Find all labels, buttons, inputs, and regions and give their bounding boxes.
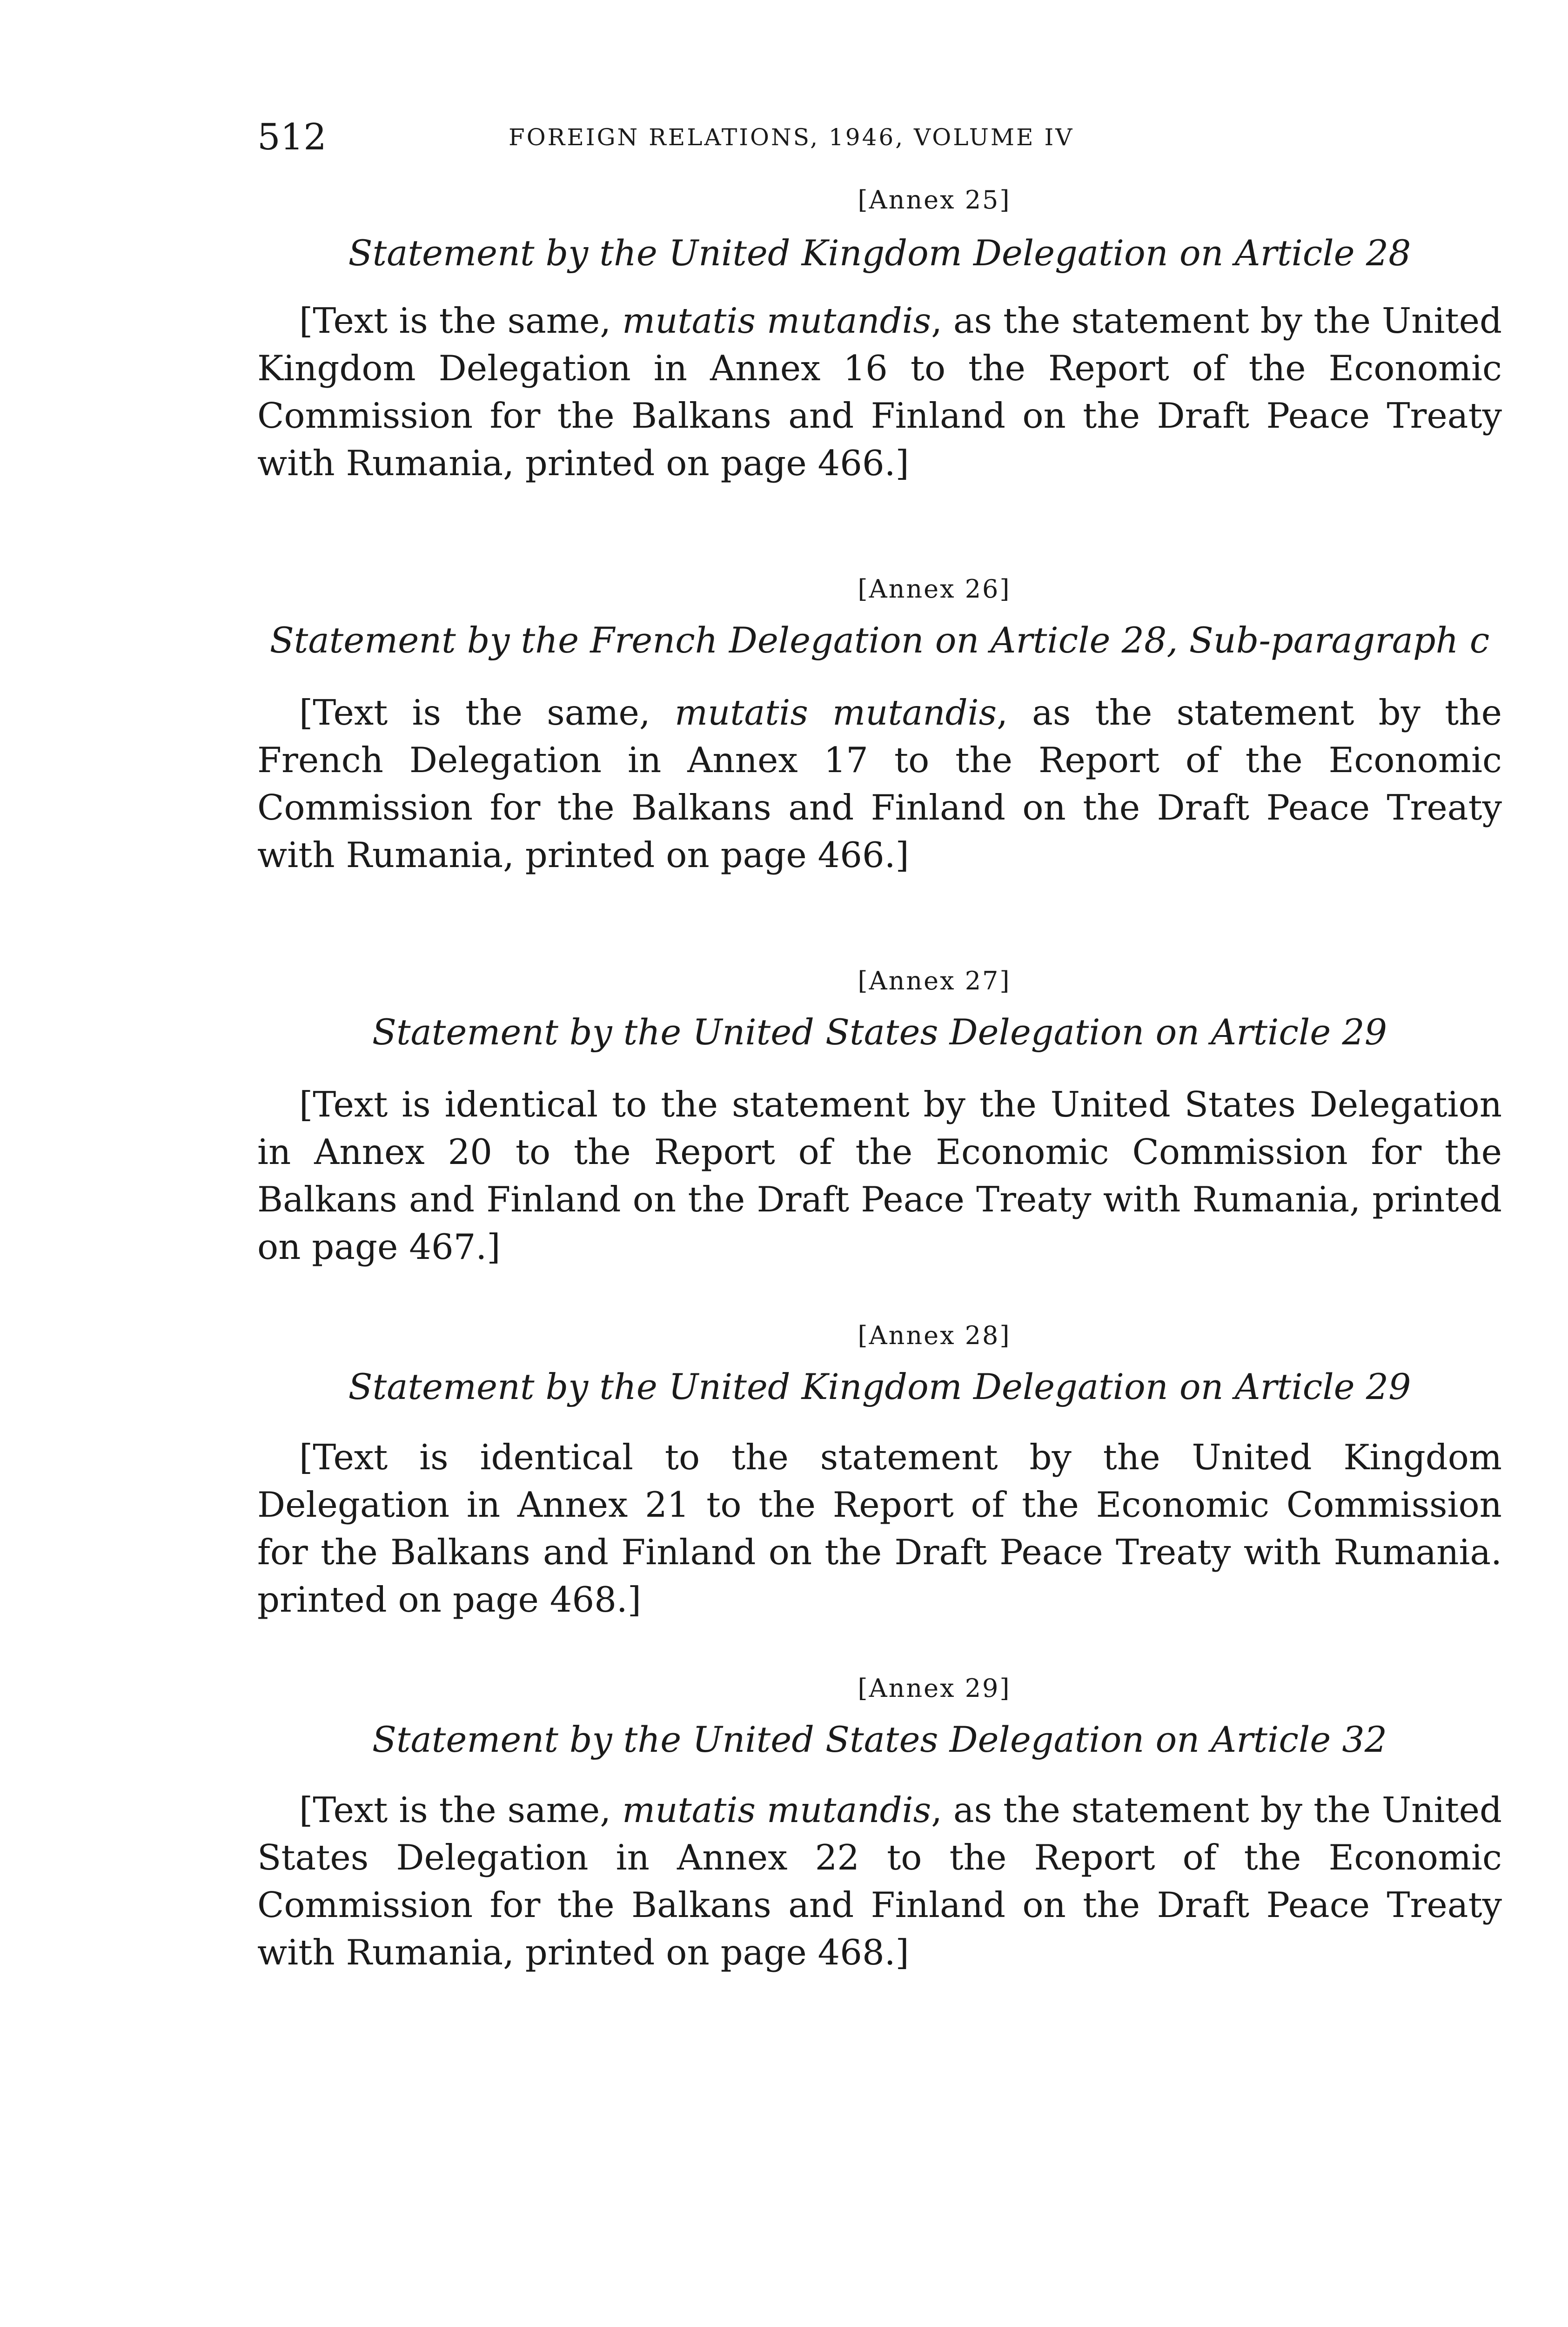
annex-25-body-lead: [Text is the same, bbox=[299, 300, 623, 341]
annex-29-body-rest: , as the statement by the United States Delegation in Annex 22 to the Report of the Economic Commission for the Balkans and Finland on the Draft Peace Treaty with Rumania, printed on page 468.] bbox=[257, 1789, 1502, 1973]
annex-28-label: [Annex 28] bbox=[858, 1321, 1011, 1350]
annex-29-body-lead: [Text is the same, bbox=[299, 1789, 623, 1830]
document-page bbox=[257, 112, 1502, 1976]
annex-28-section bbox=[257, 1317, 1502, 1623]
annex-25-label: [Annex 25] bbox=[858, 185, 1011, 215]
annex-27-section bbox=[257, 962, 1502, 1271]
annex-29-section bbox=[257, 1670, 1502, 1976]
annex-25-body bbox=[257, 297, 1502, 487]
annex-26-body-italic: mutatis mutandis bbox=[674, 692, 997, 733]
annex-29-body bbox=[257, 1786, 1502, 1976]
annex-29-title: Statement by the United States Delegation on Article 32 bbox=[372, 1719, 1387, 1760]
annex-25-title: Statement by the United Kingdom Delegation on Article 28 bbox=[348, 232, 1411, 274]
page-number: 512 bbox=[257, 116, 327, 158]
annex-27-title: Statement by the United States Delegation on Article 29 bbox=[372, 1011, 1387, 1053]
annex-25-body-rest: , as the statement by the United Kingdom Delegation in Annex 16 to the Report of the Economic Commission for the Balkans and Finland on the Draft Peace Treaty with Rumania, printed on page 466.] bbox=[257, 300, 1502, 484]
annex-25-body-italic: mutatis mutandis bbox=[622, 300, 931, 341]
annex-27-label: [Annex 27] bbox=[858, 966, 1011, 995]
annex-27-body: [Text is identical to the statement by the United States Delegation in Annex 20 to the Report of the Economic Commission for the Balkans and Finland on the Draft Peace Treaty with Rumania, printed on page 467.] bbox=[257, 1084, 1502, 1267]
annex-29-body-italic: mutatis mutandis bbox=[622, 1789, 931, 1830]
annex-28-title: Statement by the United Kingdom Delegation on Article 29 bbox=[348, 1366, 1411, 1407]
annex-26-body-rest: , as the statement by the French Delegation in Annex 17 to the Report of the Economic Commission for the Balkans and Finland on the Draft Peace Treaty with Rumania, printed on page 466.] bbox=[257, 692, 1502, 875]
running-head bbox=[257, 112, 1502, 163]
annex-29-label: [Annex 29] bbox=[858, 1674, 1011, 1703]
annex-26-title: Statement by the French Delegation on Article 28, Sub-paragraph c bbox=[269, 619, 1490, 661]
annex-26-body bbox=[257, 689, 1502, 879]
annex-26-body-lead: [Text is the same, bbox=[299, 692, 675, 733]
annex-26-section bbox=[257, 571, 1502, 879]
running-title: FOREIGN RELATIONS, 1946, VOLUME IV bbox=[509, 124, 1074, 151]
annex-25-section bbox=[257, 182, 1502, 487]
annex-26-label: [Annex 26] bbox=[858, 574, 1011, 604]
annex-28-body: [Text is identical to the statement by the United Kingdom Delegation in Annex 21 to the Report of the Economic Commission for the Balkans and Finland on the Draft Peace Treaty with Rumania. printed on page 468.] bbox=[257, 1437, 1502, 1620]
